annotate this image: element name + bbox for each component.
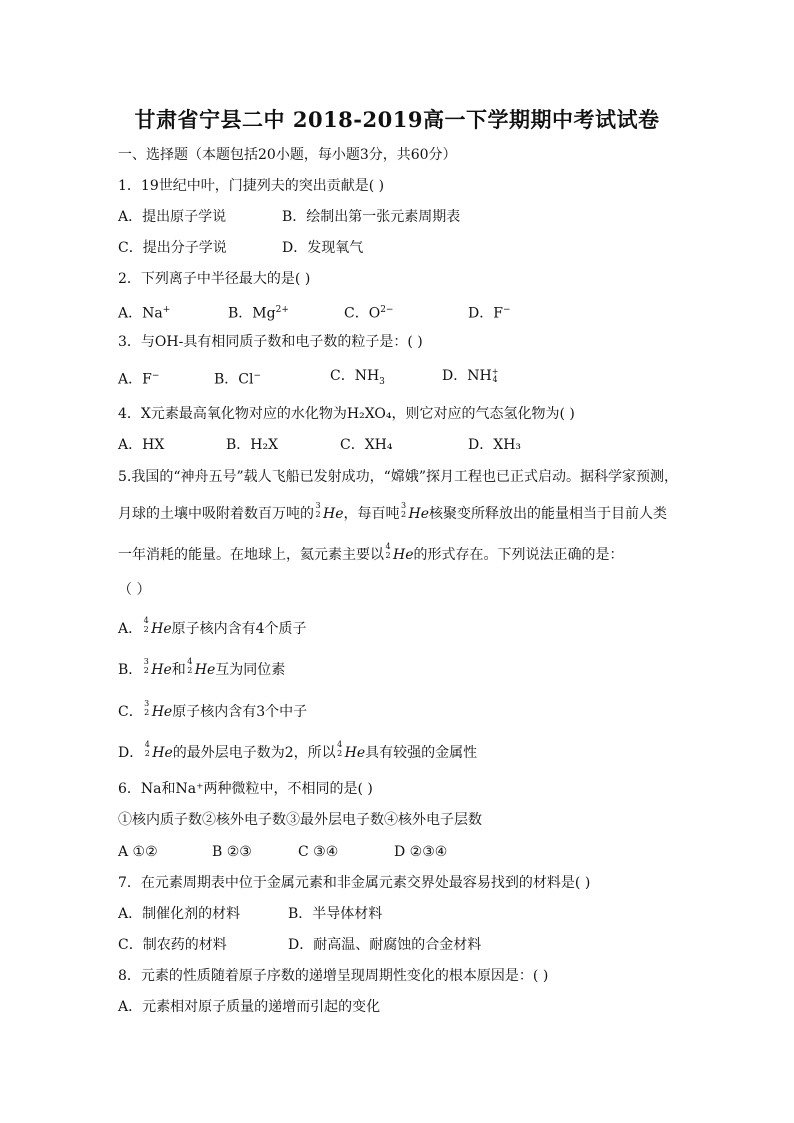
helium-3-isotope: 3 2 He: [400, 501, 429, 522]
question-4-options: [118, 435, 678, 455]
q4-option-c[interactable]: C．XH₄: [340, 437, 393, 453]
question-1-options-row-1: [118, 207, 678, 227]
question-1-stem: 1．19世纪中叶，门捷列夫的突出贡献是( ): [118, 178, 385, 194]
q4-option-b[interactable]: B．H₂X: [226, 437, 279, 453]
q2-option-a[interactable]: A．Na+: [118, 305, 171, 322]
q6-option-b[interactable]: B ②③: [212, 844, 252, 860]
q7-option-d[interactable]: D．耐高温、耐腐蚀的合金材料: [288, 937, 482, 953]
q3-option-b[interactable]: B．Cl−: [214, 371, 262, 388]
q2-option-d[interactable]: D．F−: [468, 305, 511, 322]
q6-option-a[interactable]: A ①②: [118, 844, 158, 860]
question-4-stem: 4．X元素最高氧化物对应的水化物为H₂XO₄，则它对应的气态氢化物为( ): [118, 406, 575, 422]
q2-option-b[interactable]: B．$Mg^{2+}$: [228, 305, 289, 322]
question-7-options-row-2: [118, 935, 678, 955]
question-1-options-row-2: [118, 238, 678, 258]
section-heading: 一、选择题（本题包括20小题，每小题3分，共60分）: [118, 147, 457, 163]
q2-option-c[interactable]: C．$O^{2-}$: [344, 305, 394, 322]
q5-option-a[interactable]: A． 4 2 He原子核内含有4个质子: [118, 616, 307, 637]
helium-3-isotope: 3 2 He: [315, 501, 344, 522]
q3-option-c[interactable]: C．$NH_3$: [330, 368, 385, 387]
question-2-stem: 2．下列离子中半径最大的是( ): [118, 271, 311, 287]
question-2-options: [118, 300, 678, 320]
q1-option-a[interactable]: A．提出原子学说: [118, 209, 227, 225]
question-5-line-3: 一年消耗的能量。在地球上，氦元素主要以 4 2 He的形式存在。下列说法正确的是：: [118, 542, 624, 563]
q7-option-a[interactable]: A．制催化剂的材料: [118, 906, 241, 922]
q4-option-a[interactable]: A．HX: [118, 437, 165, 453]
question-7-stem: 7．在元素周期表中位于金属元素和非金属元素交界处最容易找到的材料是( ): [118, 875, 591, 891]
question-5-line-1: 5.我国的“神舟五号”载人飞船已发射成功，“嫦娥”探月工程也已正式启动。据科学家预测，: [118, 469, 678, 485]
question-5-answer-paren: （ ）: [118, 582, 151, 598]
q7-option-c[interactable]: C．制农药的材料: [118, 937, 227, 953]
q1-option-b[interactable]: B．绘制出第一张元素周期表: [282, 209, 461, 225]
question-6-options: [118, 842, 678, 862]
question-8-stem: 8．元素的性质随着原子序数的递增呈现周期性变化的根本原因是：( ): [118, 968, 549, 984]
q5-option-b[interactable]: B． 3 2 He和 4 2 He互为同位素: [118, 657, 286, 678]
q4-option-d[interactable]: D．XH₃: [468, 437, 522, 453]
question-6-items: ①核内质子数②核外电子数③最外层电子数④核外电子层数: [118, 812, 482, 828]
q5-option-d[interactable]: D． 4 2 He的最外层电子数为2，所以 4 2 He具有较强的金属性: [118, 740, 478, 761]
q6-option-c[interactable]: C ③④: [298, 844, 339, 860]
q1-option-d[interactable]: D．发现氧气: [282, 240, 364, 256]
question-3-options: [118, 366, 678, 386]
q6-option-d[interactable]: D ②③④: [394, 844, 448, 860]
exam-title: 甘肃省宁县二中 2018-2019高一下学期期中考试试卷: [134, 107, 660, 132]
q3-option-d[interactable]: D．NH + 4: [442, 367, 499, 384]
question-6-stem: 6．Na和Na⁺两种微粒中，不相同的是( ): [118, 781, 373, 797]
q1-option-c[interactable]: C．提出分子学说: [118, 240, 227, 256]
q8-option-a[interactable]: A．元素相对原子质量的递增而引起的变化: [118, 999, 381, 1015]
q5-option-c[interactable]: C． 3 2 He原子核内含有3个中子: [118, 699, 308, 720]
question-7-options-row-1: [118, 904, 678, 924]
helium-4-isotope: 4 2 He: [385, 542, 414, 563]
q3-option-a[interactable]: A．F−: [118, 371, 160, 388]
question-3-stem: 3．与OH-具有相同质子数和电子数的粒子是：( ): [118, 334, 423, 350]
question-5-line-2: 月球的土壤中吸附着数百万吨的 3 2 He，每百吨 3 2 He核聚变所释放出的能量相当于目前人类: [118, 501, 667, 522]
q7-option-b[interactable]: B．半导体材料: [288, 906, 383, 922]
